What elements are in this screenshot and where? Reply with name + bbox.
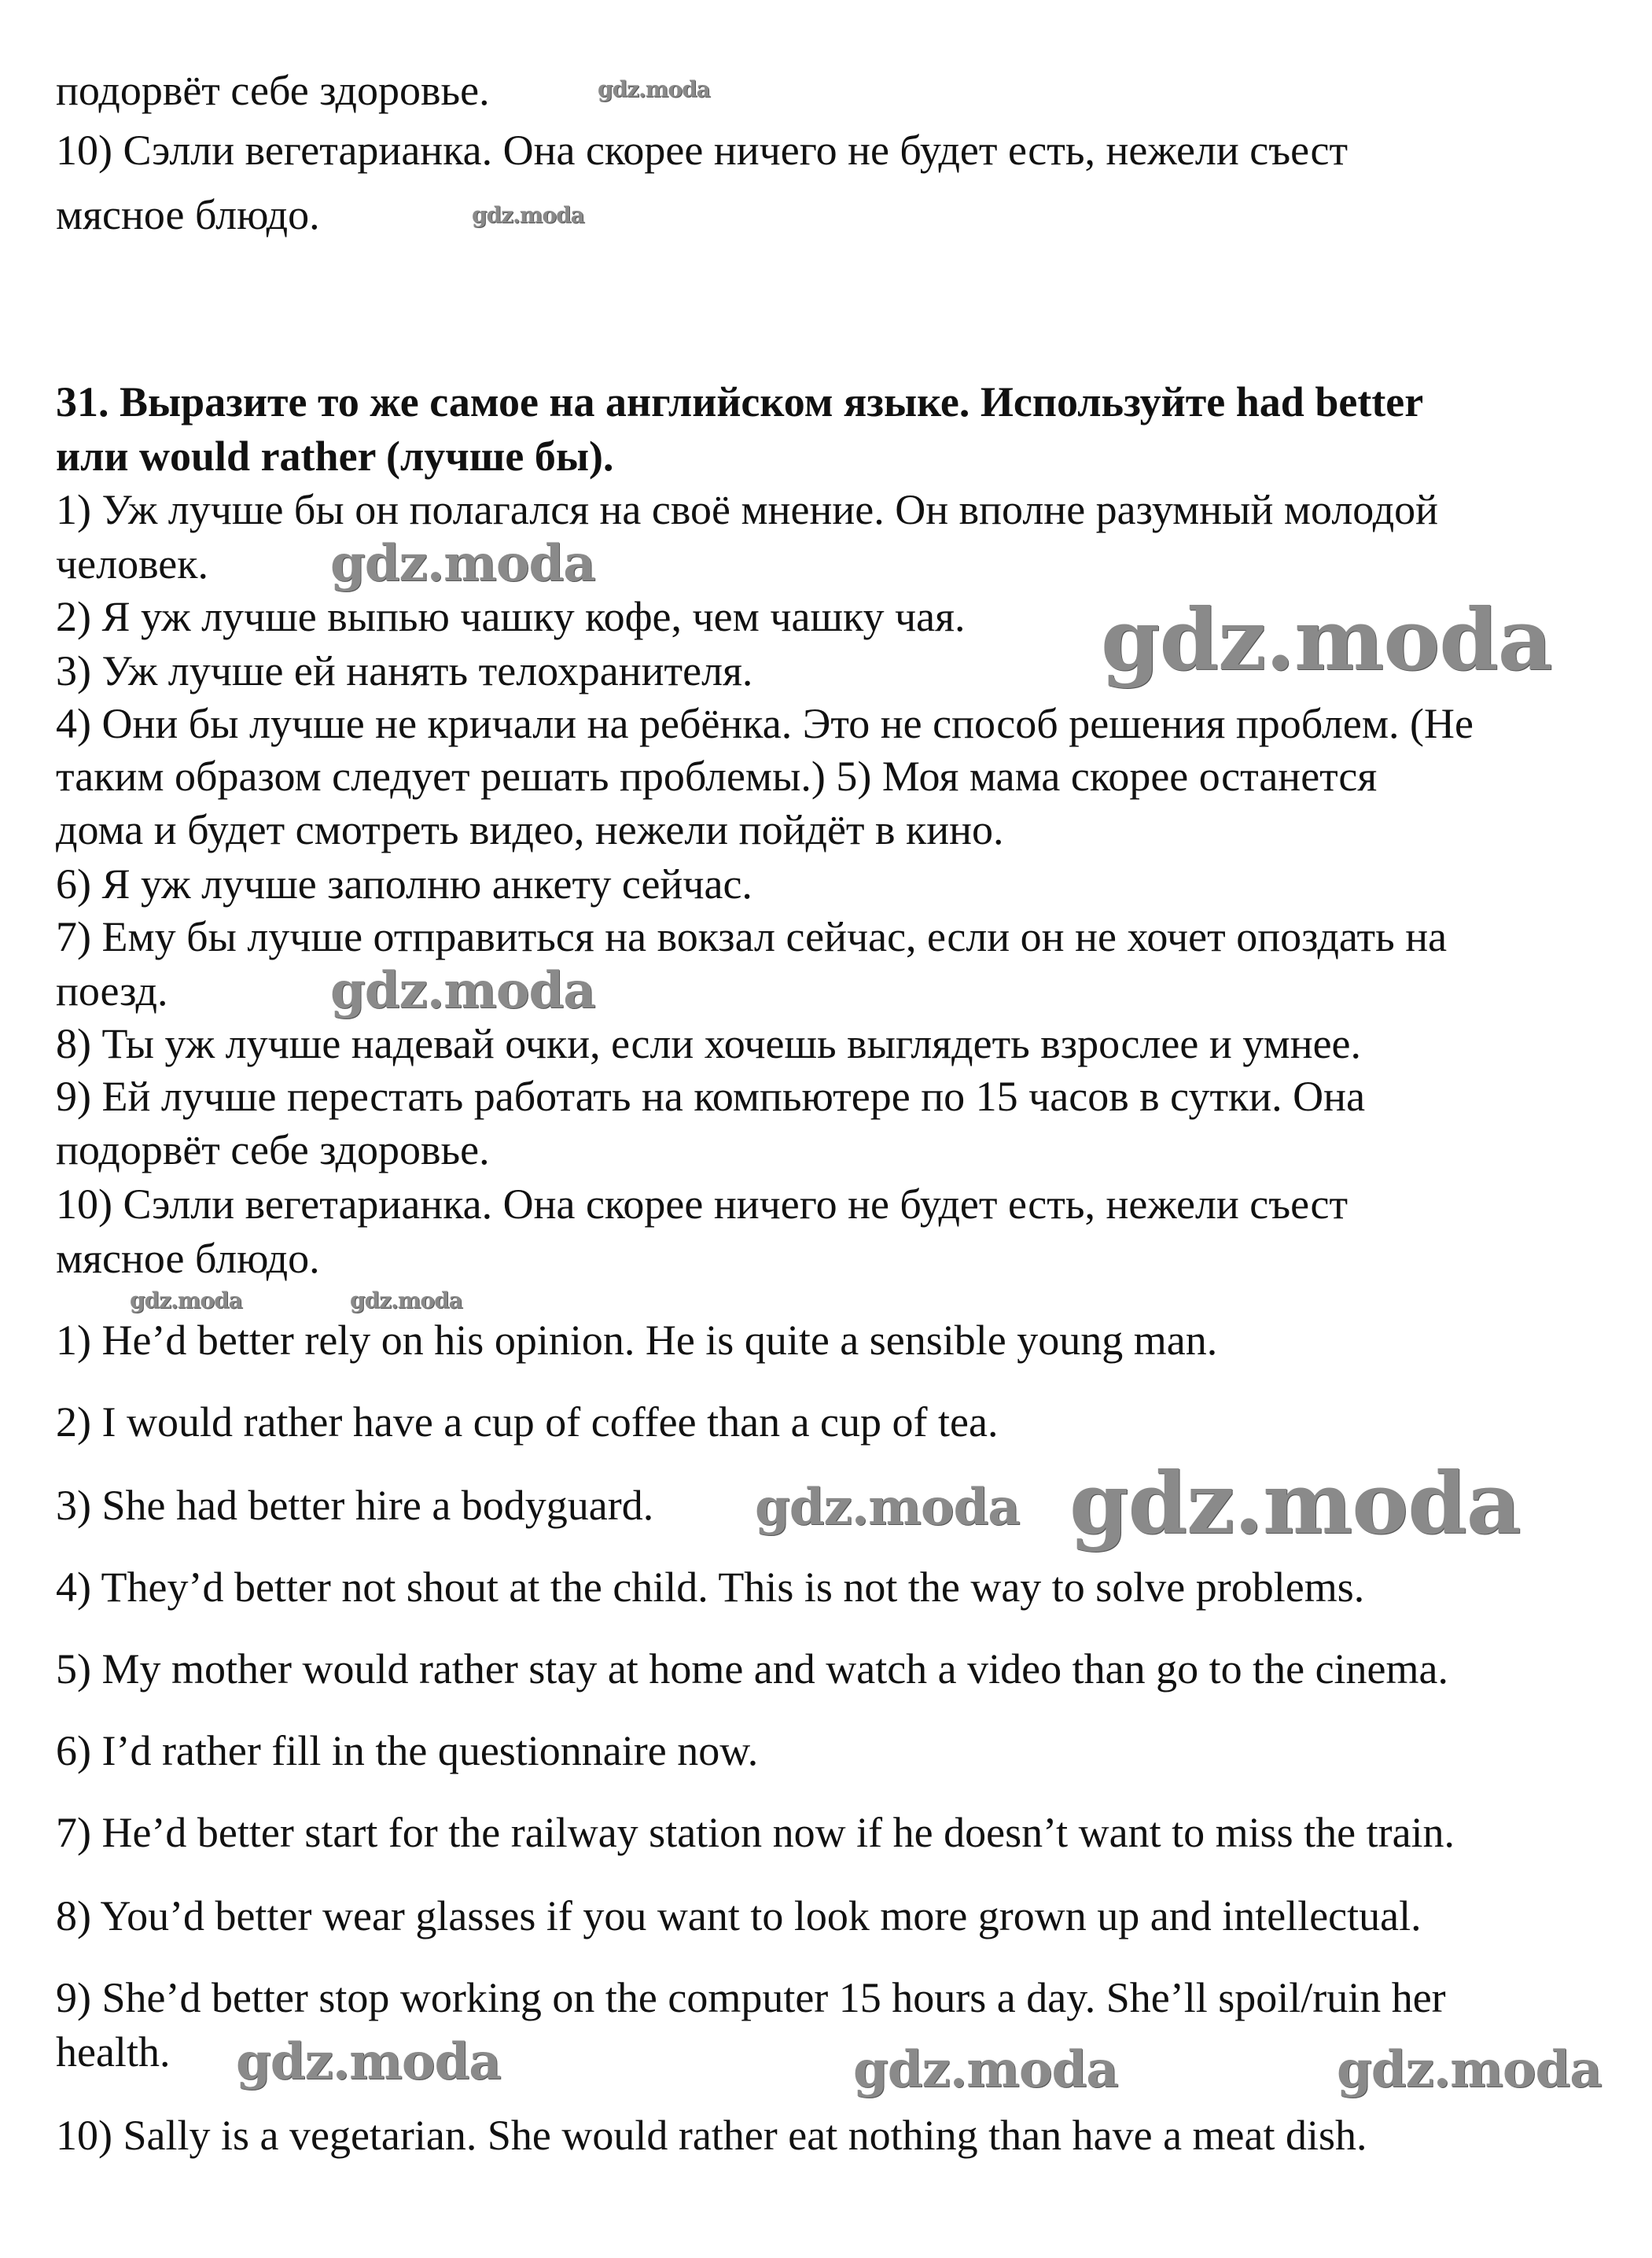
russian-line: 1) Уж лучше бы он полагался на своё мнение. Он вполне разумный молодой bbox=[56, 486, 1439, 533]
russian-line: человек. bbox=[56, 540, 208, 588]
english-answer: 2) I would rather have a cup of coffee than a cup of tea. bbox=[56, 1398, 999, 1446]
watermark: gdz.moda bbox=[1101, 591, 1552, 690]
english-answer: 4) They’d better not shout at the child. This is not the way to solve problems. bbox=[56, 1564, 1365, 1611]
russian-line: 6) Я уж лучше заполню анкету сейчас. bbox=[56, 860, 752, 908]
russian-line: 9) Ей лучше перестать работать на компьютере по 15 часов в сутки. Она bbox=[56, 1073, 1366, 1120]
text-line: мясное блюдо. bbox=[56, 191, 320, 238]
watermark: gdz.moda bbox=[472, 202, 584, 228]
watermark: gdz.moda bbox=[598, 76, 710, 102]
text-line: 10) Сэлли вегетарианка. Она скорее ничего не будет есть, нежели съест bbox=[56, 127, 1348, 174]
english-answer: 1) He’d better rely on his opinion. He is quite a sensible young man. bbox=[56, 1317, 1218, 1364]
russian-line: 8) Ты уж лучше надевай очки, если хочешь выглядеть взрослее и умнее. bbox=[56, 1020, 1362, 1067]
english-answer: 10) Sally is a vegetarian. She would rather eat nothing than have a meat dish. bbox=[56, 2112, 1367, 2159]
exercise-heading: 31. Выразите то же самое на английском языке. Используйте had better bbox=[56, 378, 1424, 425]
russian-line: 4) Они бы лучше не кричали на ребёнка. Это не способ решения проблем. (Не bbox=[56, 700, 1474, 747]
watermark: gdz.moda bbox=[853, 2040, 1118, 2099]
watermark: gdz.moda bbox=[1337, 2040, 1602, 2099]
russian-line: 7) Ему бы лучше отправиться на вокзал сейчас, если он не хочет опоздать на bbox=[56, 913, 1448, 960]
exercise-heading: или would rather (лучше бы). bbox=[56, 433, 614, 480]
watermark: gdz.moda bbox=[330, 534, 595, 593]
english-answer: 9) She’d better stop working on the computer 15 hours a day. She’ll spoil/ruin her bbox=[56, 1974, 1446, 2021]
english-answer: 5) My mother would rather stay at home and watch a video than go to the cinema. bbox=[56, 1645, 1448, 1693]
text-line: подорвёт себе здоровье. bbox=[56, 67, 490, 114]
english-answer: 6) I’d rather fill in the questionnaire now. bbox=[56, 1727, 759, 1774]
russian-line: 2) Я уж лучше выпью чашку кофе, чем чашку чая. bbox=[56, 593, 966, 640]
russian-line: 10) Сэлли вегетарианка. Она скорее ничего не будет есть, нежели съест bbox=[56, 1181, 1348, 1228]
russian-line: подорвёт себе здоровье. bbox=[56, 1126, 490, 1173]
russian-line: таким образом следует решать проблемы.) 5) Моя мама скорее останется bbox=[56, 753, 1378, 800]
russian-line: поезд. bbox=[56, 967, 168, 1015]
watermark: gdz.moda bbox=[130, 1287, 242, 1313]
watermark: gdz.moda bbox=[1069, 1454, 1521, 1553]
russian-line: мясное блюдо. bbox=[56, 1235, 320, 1282]
english-answer: health. bbox=[56, 2028, 171, 2076]
watermark: gdz.moda bbox=[330, 961, 595, 1020]
watermark: gdz.moda bbox=[755, 1478, 1020, 1537]
english-answer: 3) She had better hire a bodyguard. bbox=[56, 1482, 654, 1529]
russian-line: 3) Уж лучше ей нанять телохранителя. bbox=[56, 647, 753, 694]
russian-line: дома и будет смотреть видео, нежели пойдёт в кино. bbox=[56, 806, 1004, 853]
english-answer: 7) He’d better start for the railway station now if he doesn’t want to miss the train. bbox=[56, 1809, 1455, 1856]
watermark: gdz.moda bbox=[236, 2032, 501, 2091]
watermark: gdz.moda bbox=[350, 1287, 462, 1313]
english-answer: 8) You’d better wear glasses if you want to look more grown up and intellectual. bbox=[56, 1892, 1422, 1939]
